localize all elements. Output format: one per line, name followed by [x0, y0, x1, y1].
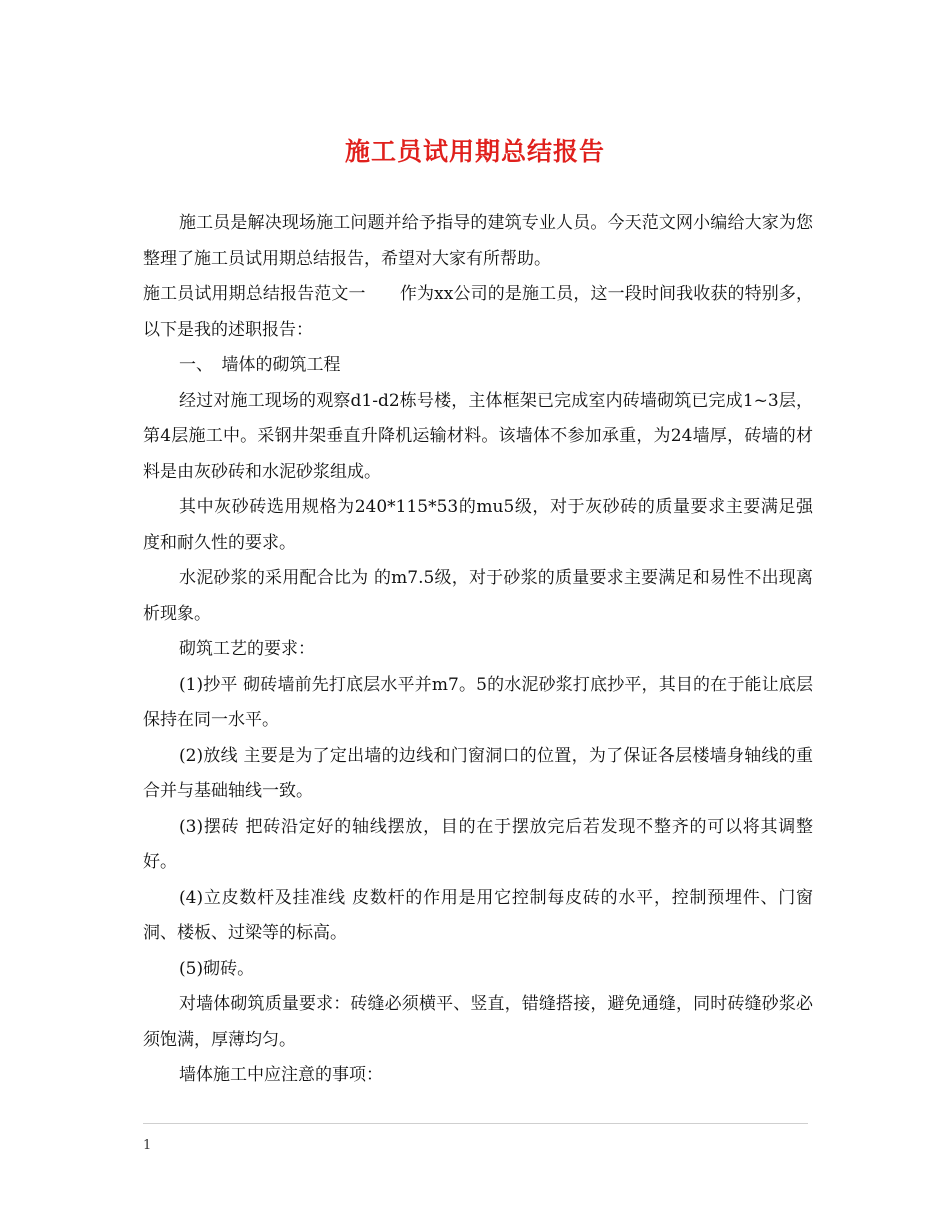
paragraph-process-requirements: 砌筑工艺的要求： — [179, 639, 315, 659]
document-body — [143, 206, 813, 1094]
paragraph-precautions: 墙体施工中应注意的事项： — [179, 1065, 383, 1085]
paragraph-mortar-spec: 水泥砂浆的采用配合比为 的m7.5级，对于砂浆的质量要求主要满足和易性不出现离析现象。 — [143, 568, 813, 624]
list-item-step-1: (1)抄平 砌砖墙前先打底层水平并m7。5的水泥砂浆打底抄平，其目的在于能让底层保持在同一水平。 — [143, 674, 813, 730]
paragraph-sample-heading: 施工员试用期总结报告范文一 作为xx公司的是施工员，这一段时间我收获的特别多，以下是我的述职报告： — [143, 284, 813, 340]
paragraph-site-observation: 经过对施工现场的观察d1-d2栋号楼，主体框架已完成室内砖墙砌筑已完成1~3层，第4层施工中。采钢井架垂直升降机运输材料。该墙体不参加承重，为24墙厚，砖墙的材料是由灰砂砖和水泥砂浆组成。 — [143, 390, 813, 482]
document-title: 施工员试用期总结报告 — [344, 137, 605, 166]
list-item-step-4: (4)立皮数杆及挂准线 皮数杆的作用是用它控制每皮砖的水平，控制预埋件、门窗洞、楼板、过梁等的标高。 — [143, 887, 813, 943]
page-number: 1 — [143, 1138, 152, 1153]
paragraph-intro: 施工员是解决现场施工问题并给予指导的建筑专业人员。今天范文网小编给大家为您整理了施工员试用期总结报告，希望对大家有所帮助。 — [143, 213, 813, 269]
list-item-step-5: (5)砌砖。 — [179, 958, 255, 979]
section-heading-masonry: 一、 墙体的砌筑工程 — [179, 355, 341, 375]
paragraph-brick-spec: 其中灰砂砖选用规格为240*115*53的mu5级，对于灰砂砖的质量要求主要满足强度和耐久性的要求。 — [143, 497, 813, 553]
paragraph-quality-requirements: 对墙体砌筑质量要求：砖缝必须横平、竖直，错缝搭接，避免通缝，同时砖缝砂浆必须饱满，厚薄均匀。 — [143, 994, 813, 1050]
footer-divider — [143, 1123, 808, 1124]
list-item-step-3: (3)摆砖 把砖沿定好的轴线摆放，目的在于摆放完后若发现不整齐的可以将其调整好。 — [143, 816, 813, 872]
list-item-step-2: (2)放线 主要是为了定出墙的边线和门窗洞口的位置，为了保证各层楼墙身轴线的重合并与基础轴线一致。 — [143, 745, 813, 801]
